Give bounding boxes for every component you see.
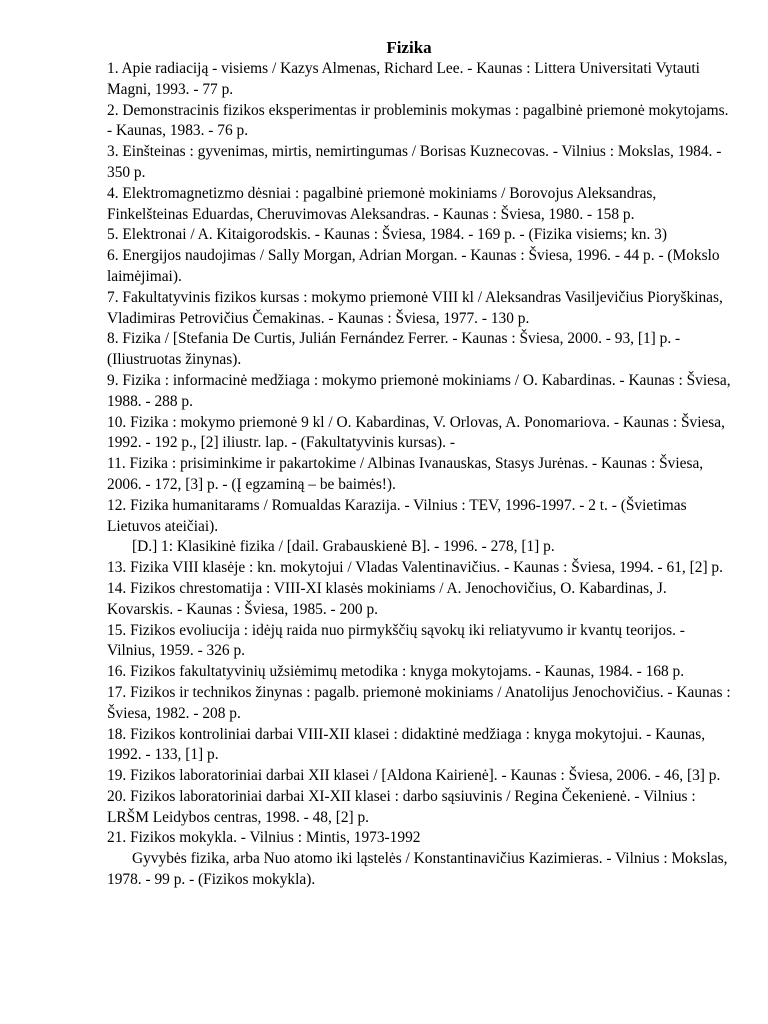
bibliography-subentry: Gyvybės fizika, arba Nuo atomo iki ląstelės / Konstantinavičius Kazimieras. - Vilnius : Mokslas, 1978. - 99 p. - (Fizikos mokykla). xyxy=(107,850,728,889)
bibliography-entry: 8. Fizika / [Stefania De Curtis, Julián Fernández Ferrer. - Kaunas : Šviesa, 2000. - 93, [1] p. - (Iliustruotas žinynas). xyxy=(107,330,681,369)
bibliography-entry: 2. Demonstracinis fizikos eksperimentas ir probleminis mokymas : pagalbinė priemonė mokytojams. - Kaunas, 1983. - 76 p. xyxy=(107,101,729,140)
bibliography-entry: 18. Fizikos kontroliniai darbai VIII-XII klasei : didaktinė medžiaga : knyga mokytojui. - Kaunas, 1992. - 133, [1] p. xyxy=(107,725,706,764)
bibliography-entry: 17. Fizikos ir technikos žinynas : pagalb. priemonė mokiniams / Anatolijus Jenochovičius. - Kaunas : Šviesa, 1982. - 208 p. xyxy=(107,683,731,722)
bibliography-entry: 6. Energijos naudojimas / Sally Morgan, Adrian Morgan. - Kaunas : Šviesa, 1996. - 44 p. - (Mokslo laimėjimai). xyxy=(107,247,720,285)
page-title: Fizika xyxy=(386,38,432,57)
bibliography-entry: 3. Einšteinas : gyvenimas, mirtis, nemirtingumas / Borisas Kuznecovas. - Vilnius : Mokslas, 1984. - 350 p. xyxy=(107,143,722,181)
bibliography-entry: 7. Fakultatyvinis fizikos kursas : mokymo priemonė VIII kl / Aleksandras Vasiljevičius Pioryškinas, Vladimiras Petrovičius Čemakinas. - Kaunas : Šviesa, 1977. - 130 p. xyxy=(107,288,723,327)
bibliography-entry: 14. Fizikos chrestomatija : VIII-XI klasės mokiniams / A. Jenochovičius, O. Kabardinas, J. Kovarskis. - Kaunas : Šviesa, 1985. - 200 p. xyxy=(107,579,667,618)
bibliography-entry: 21. Fizikos mokykla. - Vilnius : Mintis, 1973-1992 xyxy=(107,829,421,847)
bibliography-subentry: [D.] 1: Klasikinė fizika / [dail. Grabauskienė B]. - 1996. - 278, [1] p. xyxy=(132,538,555,556)
bibliography-entry: 19. Fizikos laboratoriniai darbai XII klasei / [Aldona Kairienė]. - Kaunas : Šviesa, 2006. - 46, [3] p. xyxy=(107,767,721,785)
bibliography-entry: 1. Apie radiaciją - visiems / Kazys Almenas, Richard Lee. - Kaunas : Littera Universitati Vytauti Magni, 1993. - 77 p. xyxy=(107,60,700,98)
bibliography-entry: 5. Elektronai / A. Kitaigorodskis. - Kaunas : Šviesa, 1984. - 169 p. - (Fizika visiems; kn. 3) xyxy=(107,226,667,244)
bibliography-list xyxy=(107,59,736,891)
bibliography-entry: 12. Fizika humanitarams / Romualdas Karazija. - Vilnius : TEV, 1996-1997. - 2 t. - (Švietimas Lietuvos ateičiai). xyxy=(107,496,687,535)
bibliography-entry: 15. Fizikos evoliucija : idėjų raida nuo pirmykščių sąvokų iki reliatyvumo ir kvantų teorijos. - Vilnius, 1959. - 326 p. xyxy=(107,621,685,660)
bibliography-entry: 20. Fizikos laboratoriniai darbai XI-XII klasei : darbo sąsiuvinis / Regina Čekenienė. - Vilnius : LRŠM Leidybos centras, 1998. - 48, [2] p. xyxy=(107,787,696,826)
bibliography-entry: 11. Fizika : prisiminkime ir pakartokime / Albinas Ivanauskas, Stasys Jurėnas. - Kaunas : Šviesa, 2006. - 172, [3] p. - (Į egzaminą – be baimės!). xyxy=(107,455,704,493)
bibliography-entry: 10. Fizika : mokymo priemonė 9 kl / O. Kabardinas, V. Orlovas, A. Ponomariova. - Kaunas : Šviesa, 1992. - 192 p., [2] iliustr. lap. - (Fakultatyvinis kursas). - xyxy=(107,413,725,452)
bibliography-entry: 4. Elektromagnetizmo dėsniai : pagalbinė priemonė mokiniams / Borovojus Aleksandras, Finkelšteinas Eduardas, Cheruvimovas Aleksandras. - Kaunas : Šviesa, 1980. - 158 p. xyxy=(107,184,657,223)
bibliography-entry: 9. Fizika : informacinė medžiaga : mokymo priemonė mokiniams / O. Kabardinas. - Kaunas : Šviesa, 1988. - 288 p. xyxy=(107,371,731,410)
bibliography-entry: 13. Fizika VIII klasėje : kn. mokytojui / Vladas Valentinavičius. - Kaunas : Šviesa, 1994. - 61, [2] p. xyxy=(107,559,723,577)
bibliography-entry: 16. Fizikos fakultatyvinių užsiėmimų metodika : knyga mokytojams. - Kaunas, 1984. - 168 p. xyxy=(107,663,685,681)
